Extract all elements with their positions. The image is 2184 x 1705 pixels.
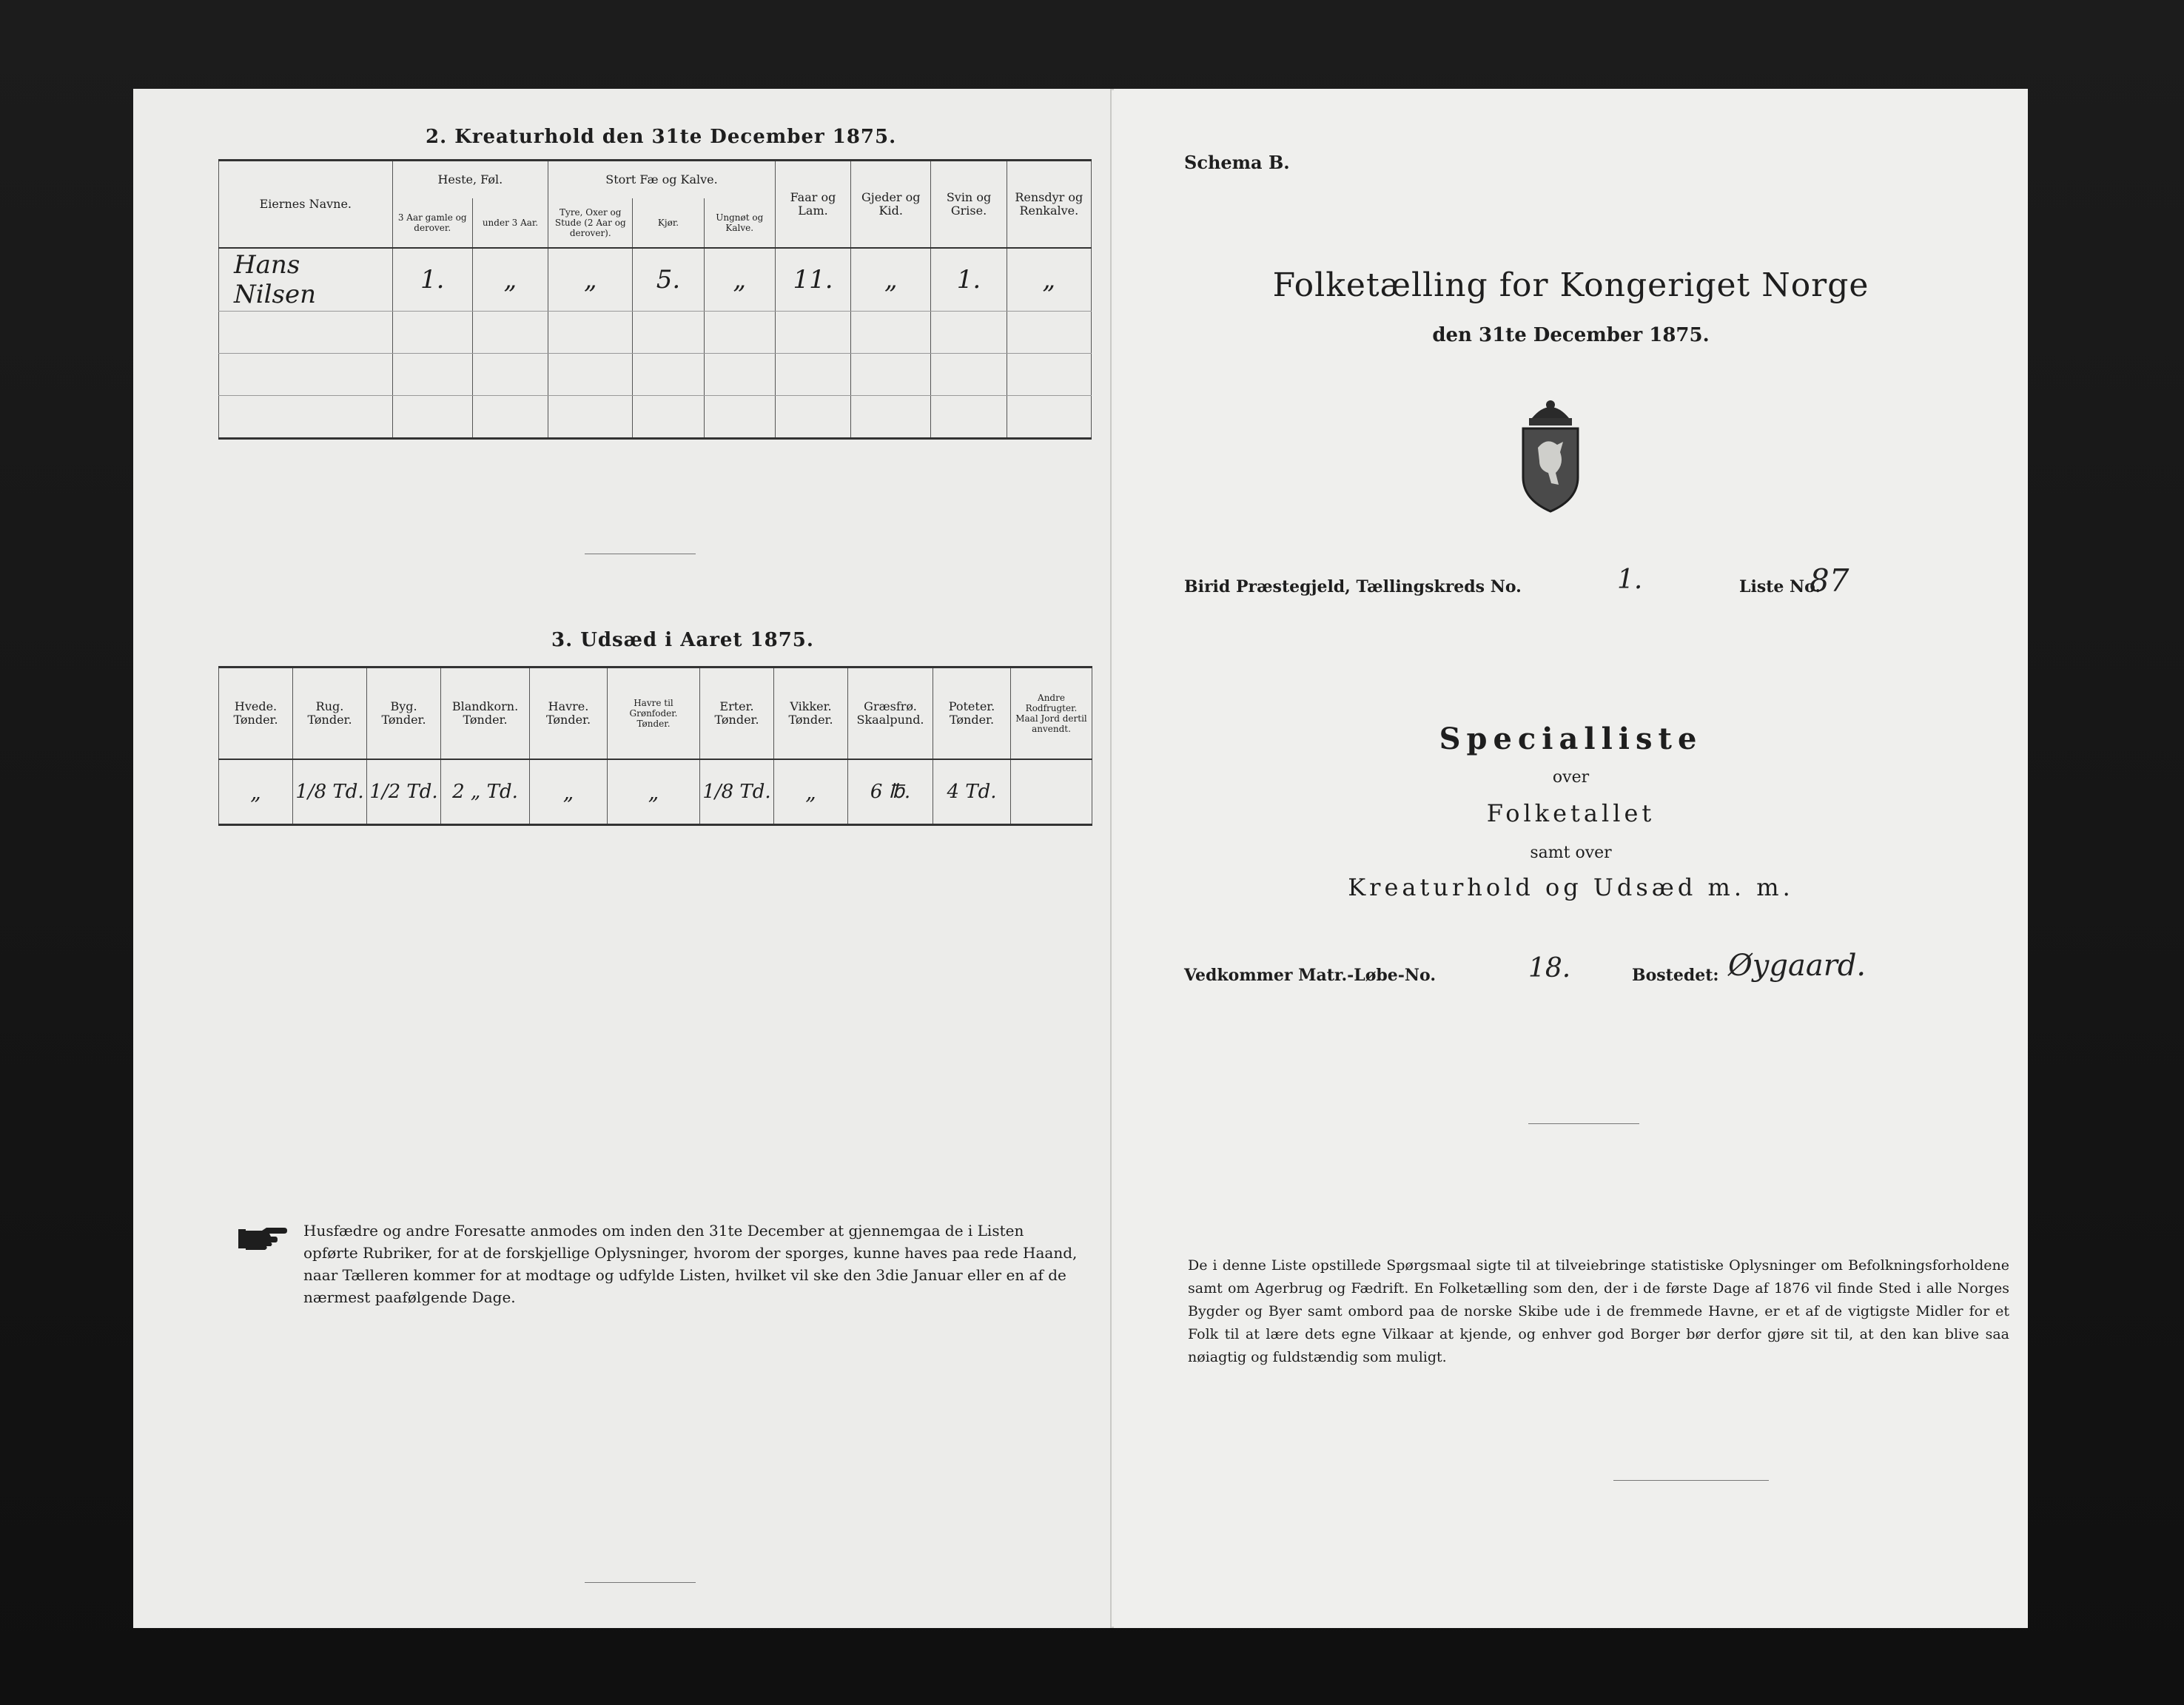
cell-oats: „ — [530, 759, 608, 825]
liste-number: 87 — [1810, 562, 1849, 599]
cell-cows: 5. — [633, 248, 704, 312]
cell-sheep: 11. — [775, 248, 850, 312]
header-bulls-oxen: Tyre, Oxer og Stude (2 Aar og derover). — [548, 198, 633, 248]
parish-name: Birid — [1184, 577, 1231, 596]
left-page — [133, 89, 1112, 1628]
bosted-label: Bostedet: — [1632, 966, 1719, 985]
district-line — [1184, 577, 1522, 596]
header-owner-name: Eiernes Navne. — [219, 161, 393, 249]
folketallet-heading: Folketallet — [1486, 799, 1656, 827]
cell-calves: „ — [704, 248, 775, 312]
cell-potatoes: 4 Td. — [933, 759, 1011, 825]
header-other-roots: Andre Rodfrugter. Maal Jord dertil anvendt. — [1011, 667, 1092, 760]
cell-bulls: „ — [548, 248, 633, 312]
divider-line-footer — [1613, 1480, 1769, 1481]
cell-reindeer: „ — [1007, 248, 1091, 312]
census-sheet — [133, 89, 2028, 1628]
pointing-hand-icon — [237, 1225, 289, 1254]
right-page — [1114, 89, 2028, 1628]
section3-title: 3. Udsæd i Aaret 1875. — [551, 629, 814, 651]
cell-horses-young: „ — [472, 248, 548, 312]
header-rye: Rug. Tønder. — [293, 667, 367, 760]
instruction-notice: Husfædre og andre Foresatte anmodes om inden den 31te December at gjennemgaa de i Listen opførte Rubriker, for at de forskjellige Oplysninger, hvorom der sporges, kunne haves paa rede Haand, naar Tælleren kommer for at modtage og udfylde Listen, hvilket vil ske den 3die Januar eller en af de nærmest paafølgende Dage. — [303, 1222, 1078, 1306]
norwegian-coat-of-arms-icon — [1510, 396, 1591, 514]
header-oats: Havre. Tønder. — [530, 667, 608, 760]
kreaturhold-heading: Kreaturhold og Udsæd m. m. — [1348, 873, 1794, 901]
header-green-oats: Havre til Grønfoder. Tønder. — [608, 667, 700, 760]
kreds-number: 1. — [1617, 565, 1643, 595]
cell-pigs: 1. — [931, 248, 1007, 312]
divider-line-bottom — [585, 1582, 696, 1583]
census-title: Folketælling for Kongeriget Norge — [1272, 266, 1869, 304]
header-vetch: Vikker. Tønder. — [774, 667, 848, 760]
over-text-1: over — [1552, 768, 1590, 787]
header-reindeer: Rensdyr og Renkalve. — [1007, 161, 1091, 249]
cell-peas: 1/8 Td. — [700, 759, 774, 825]
cell-grass-seed: 6 ℔. — [848, 759, 933, 825]
header-horses: Heste, Føl. — [392, 161, 548, 199]
cell-other-roots — [1011, 759, 1092, 825]
schema-label: Schema B. — [1184, 152, 1290, 173]
cell-goats: „ — [851, 248, 931, 312]
samt-over-text: samt over — [1530, 844, 1612, 862]
header-horses-young: under 3 Aar. — [472, 198, 548, 248]
header-sheep: Faar og Lam. — [775, 161, 850, 249]
cell-barley: 1/2 Td. — [367, 759, 441, 825]
cell-green-oats: „ — [608, 759, 700, 825]
seed-table — [218, 666, 1092, 826]
cell-horses-adult: 1. — [392, 248, 472, 312]
liste-label: Liste No. — [1739, 577, 1821, 596]
cell-vetch: „ — [774, 759, 848, 825]
parish-label: Præstegjeld, Tællingskreds No. — [1235, 577, 1522, 596]
header-potatoes: Poteter. Tønder. — [933, 667, 1011, 760]
header-cows: Kjør. — [633, 198, 704, 248]
section2-title: 2. Kreaturhold den 31te December 1875. — [426, 126, 897, 148]
header-cattle: Stort Fæ og Kalve. — [548, 161, 776, 199]
header-peas: Erter. Tønder. — [700, 667, 774, 760]
header-wheat: Hvede. Tønder. — [219, 667, 293, 760]
header-grass-seed: Græsfrø. Skaalpund. — [848, 667, 933, 760]
header-goats: Gjeder og Kid. — [851, 161, 931, 249]
census-footnote: De i denne Liste opstillede Spørgsmaal sigte til at tilveiebringe statistiske Oplysninger om Befolkningsforholdene samt om Agerbrug og Fædrift. En Folketælling som den, der i de første Dage af 1876 vil finde Sted i alle Norges Bygder og Byer samt ombord paa de norske Skibe ude i de fremmede Havne, er et af de vigtigste Midler for et Folk til at lære dets egne Vilkaar at kjende, og enhver god Borger bør derfor gjøre sit til, at den kan blive saa nøiagtig og fuldstændig som muligt. — [1188, 1257, 2009, 1365]
census-date: den 31te December 1875. — [1432, 324, 1710, 346]
cell-wheat: „ — [219, 759, 293, 825]
cell-mixed-grain: 2 „ Td. — [441, 759, 530, 825]
header-barley: Byg. Tønder. — [367, 667, 441, 760]
bosted-value: Øygaard. — [1728, 949, 1867, 983]
cell-rye: 1/8 Td. — [293, 759, 367, 825]
matr-number: 18. — [1528, 953, 1571, 983]
header-calves: Ungnøt og Kalve. — [704, 198, 775, 248]
header-mixed-grain: Blandkorn. Tønder. — [441, 667, 530, 760]
header-horses-adult: 3 Aar gamle og derover. — [392, 198, 472, 248]
specialliste-heading: Specialliste — [1439, 722, 1703, 756]
header-pigs: Svin og Grise. — [931, 161, 1007, 249]
matr-label: Vedkommer Matr.-Løbe-No. — [1184, 966, 1436, 985]
cell-owner: Hans Nilsen — [219, 248, 393, 312]
divider-line-right — [1528, 1123, 1639, 1124]
livestock-table — [218, 159, 1092, 440]
